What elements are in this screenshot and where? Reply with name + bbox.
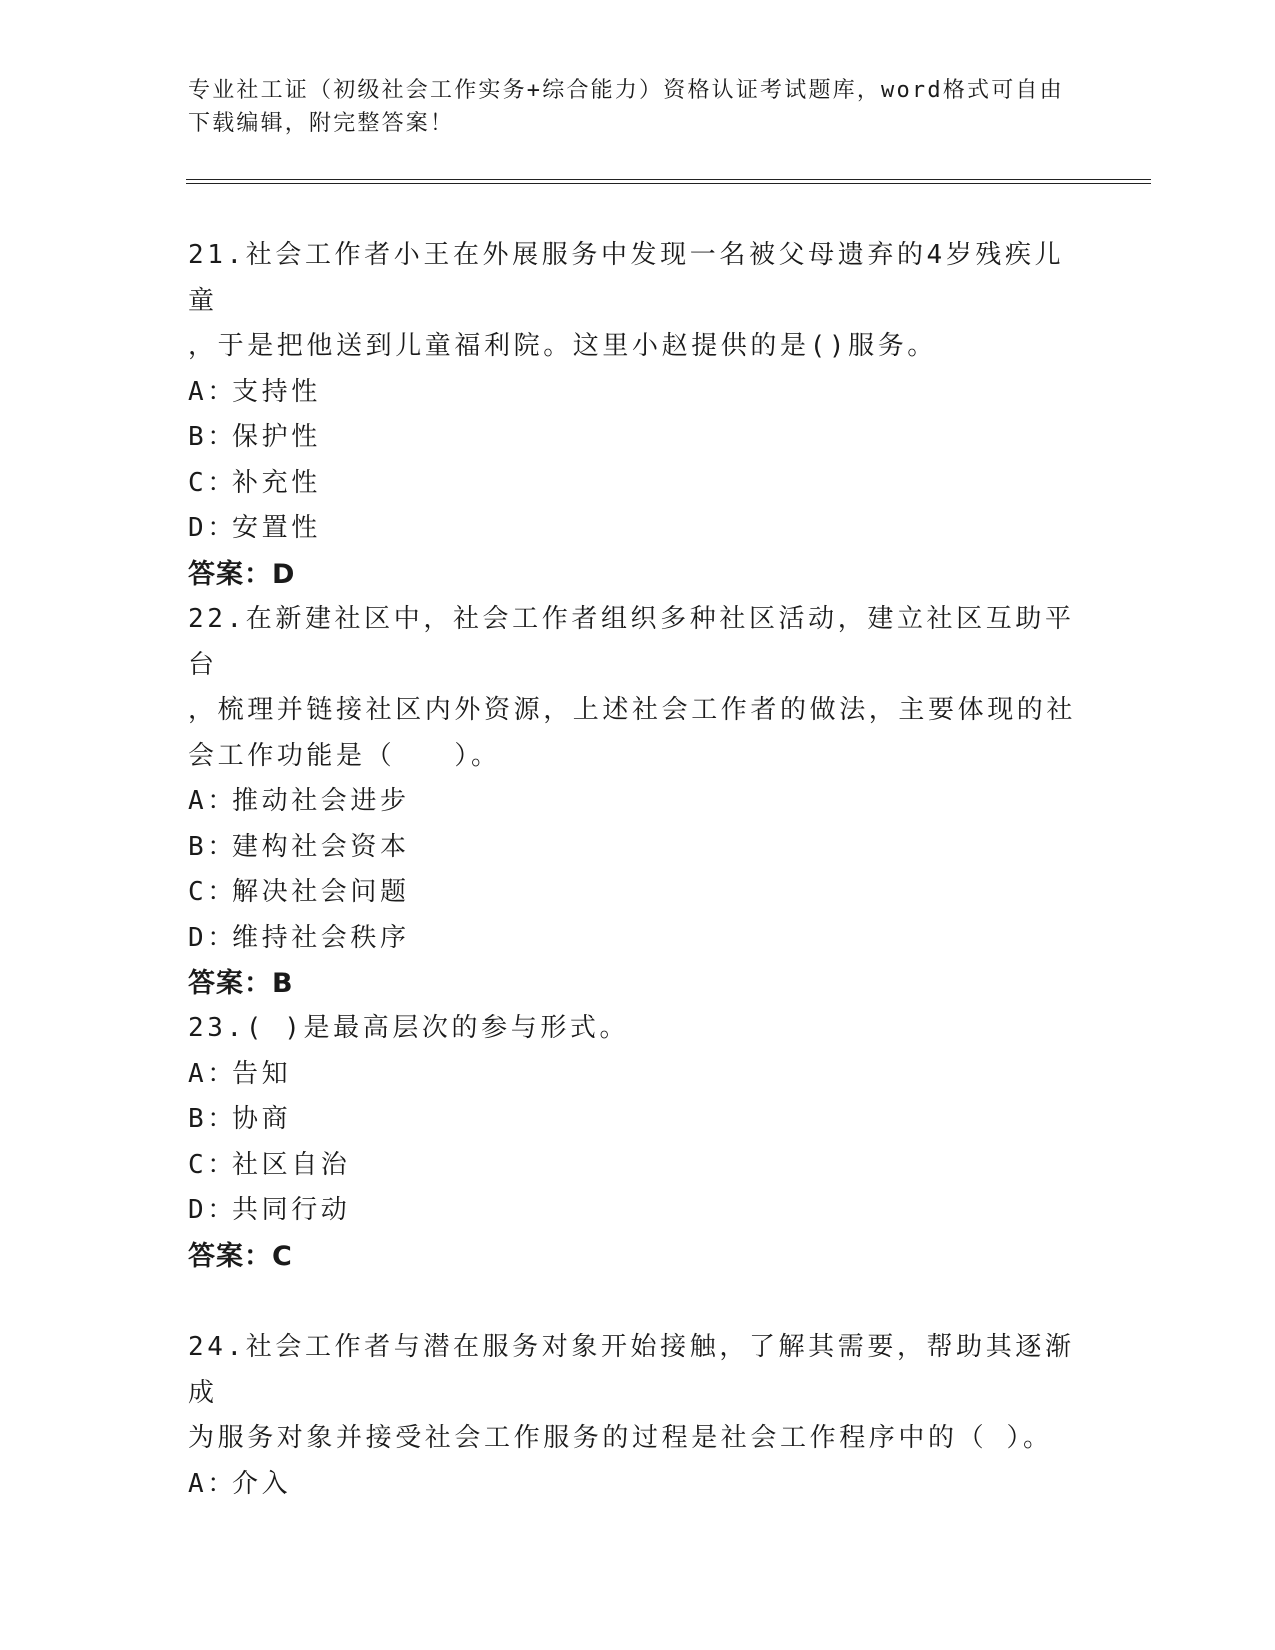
option-text: 社区自治 <box>232 1149 351 1180</box>
option-letter: D： <box>188 922 237 953</box>
option-letter: B： <box>188 831 237 862</box>
option-text: 共同行动 <box>232 1195 351 1225</box>
option-b <box>188 825 1078 871</box>
option-text: 推动社会进步 <box>232 786 410 816</box>
option-d <box>188 916 1078 962</box>
option-text: 解决社会问题 <box>232 877 410 907</box>
question-22 <box>188 597 1078 1007</box>
header-line-1: 专业社工证（初级社会工作实务+综合能力）资格认证考试题库，word格式可自由 <box>188 78 1064 103</box>
option-text: 介入 <box>232 1468 292 1499</box>
option-letter: C： <box>188 877 237 907</box>
option-b <box>188 415 1078 461</box>
question-stem-line: 23.( )是最高层次的参与形式。 <box>188 1013 630 1043</box>
question-stem-line: ，梳理并链接社区内外资源，上述社会工作者的做法，主要体现的社 <box>188 695 1077 725</box>
question-stem-line: 24.社会工作者与潜在服务对象开始接触，了解其需要，帮助其逐渐成 <box>188 1332 1075 1408</box>
question-stem-line: 22.在新建社区中，社会工作者组织多种社区活动，建立社区互助平台 <box>188 604 1075 680</box>
question-23 <box>188 1006 1078 1279</box>
option-letter: A： <box>188 1058 237 1089</box>
question-stem-line: 为服务对象并接受社会工作服务的过程是社会工作程序中的（ ）。 <box>188 1423 1053 1453</box>
option-letter: A： <box>188 786 237 816</box>
option-c <box>188 461 1078 507</box>
option-c <box>188 870 1078 916</box>
document-header <box>188 74 1088 140</box>
option-text: 维持社会秩序 <box>232 922 410 953</box>
option-letter: A： <box>188 376 237 407</box>
answer-label: 答案：C <box>188 1240 293 1272</box>
option-text: 安置性 <box>232 513 321 543</box>
question-21 <box>188 233 1078 597</box>
answer-label: 答案：D <box>188 558 296 590</box>
option-letter: D： <box>188 513 237 543</box>
option-a <box>188 779 1078 825</box>
option-text: 建构社会资本 <box>232 831 410 862</box>
header-divider-bottom <box>186 183 1151 184</box>
option-a <box>188 370 1078 416</box>
question-stem-line: 21.社会工作者小王在外展服务中发现一名被父母遗弃的4岁残疾儿童 <box>188 240 1065 316</box>
header-divider-top <box>186 179 1151 180</box>
option-letter: C： <box>188 467 237 498</box>
option-text: 协商 <box>232 1104 292 1134</box>
option-a <box>188 1462 1078 1508</box>
option-text: 支持性 <box>232 376 321 407</box>
option-letter: C： <box>188 1149 237 1180</box>
question-24 <box>188 1325 1078 1507</box>
option-letter: A： <box>188 1468 237 1499</box>
question-stem-line: ，于是把他送到儿童福利院。这里小赵提供的是()服务。 <box>188 331 937 361</box>
answer-label: 答案：B <box>188 968 294 999</box>
option-b <box>188 1097 1078 1143</box>
option-text: 补充性 <box>232 467 321 498</box>
option-letter: D： <box>188 1195 237 1225</box>
option-letter: B： <box>188 1104 237 1134</box>
option-letter: B： <box>188 422 237 452</box>
option-a <box>188 1052 1078 1098</box>
option-d <box>188 506 1078 552</box>
option-c <box>188 1143 1078 1189</box>
option-d <box>188 1188 1078 1234</box>
option-text: 告知 <box>232 1058 292 1089</box>
question-stem-line: 会工作功能是（ ）。 <box>188 740 501 771</box>
option-text: 保护性 <box>232 422 321 452</box>
header-line-2: 下载编辑，附完整答案！ <box>188 111 455 136</box>
